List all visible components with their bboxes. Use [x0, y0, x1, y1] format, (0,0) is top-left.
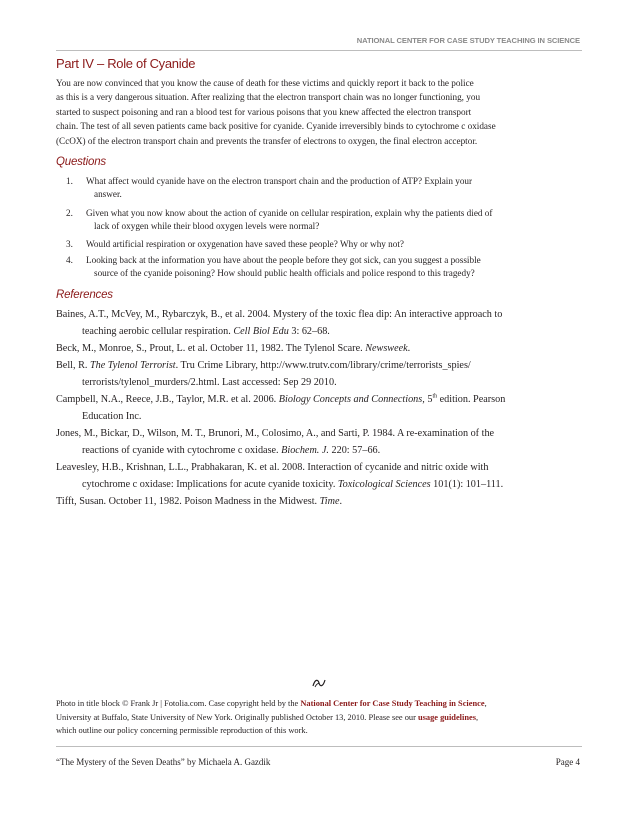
- reference-journal: Toxicological Sciences: [337, 479, 431, 490]
- usage-guidelines-link[interactable]: usage guidelines: [418, 712, 476, 722]
- question-number: 3.: [66, 239, 73, 249]
- question-text: Looking back at the information you have about the people before they got sick, can you suggest a possible: [86, 255, 481, 265]
- reference-title: The Tylenol Terrorist: [89, 360, 176, 371]
- question-text: source of the cyanide poisoning? How should public health officials and police respond to this tragedy?: [94, 267, 475, 278]
- question-number: 4.: [66, 255, 73, 265]
- intro-line: (CcOX) of the electron transport chain and prevents the transfer of electrons to oxygen, the final electron acceptor.: [56, 135, 478, 146]
- ornament-icon: [311, 677, 327, 689]
- reference-text: Leavesley, H.B., Krishnan, L.L., Prabhakaran, K. et al. 2008. Interaction of cycanide and nitric oxide with: [56, 462, 489, 473]
- reference-journal: Cell Biol Edu: [233, 326, 289, 337]
- question-item-1: [66, 175, 586, 200]
- question-number: 2.: [66, 208, 73, 218]
- question-item-2: [66, 207, 586, 232]
- running-header: NATIONAL CENTER FOR CASE STUDY TEACHING IN SCIENCE: [356, 36, 580, 45]
- reference-journal: Time: [319, 496, 340, 507]
- intro-line: chain. The test of all seven patients came back positive for cyanide. Cyanide irreversibly binds to cytochrome c oxidase: [56, 121, 496, 132]
- reference-text: Campbell, N.A., Reece, J.B., Taylor, M.R. et al. 2006. Biology Concepts and Connections, 5th edition. Pearson: [56, 393, 506, 405]
- question-number: 1.: [66, 176, 73, 186]
- reference-text: Beck, M., Monroe, S., Prout, L. et al. October 11, 1982. The Tylenol Scare. Newsweek.: [56, 343, 411, 354]
- ncsts-link[interactable]: National Center for Case Study Teaching in Science: [300, 699, 485, 708]
- reference-item: [56, 357, 588, 391]
- section-title-part-iv: Part IV – Role of Cyanide: [56, 56, 196, 71]
- reference-item: [56, 340, 588, 357]
- footer-case-title: “The Mystery of the Seven Deaths” by Michaela A. Gazdik: [56, 757, 271, 767]
- reference-item: [56, 391, 588, 425]
- question-text: Would artificial respiration or oxygenation have saved these people? Why or why not?: [86, 239, 404, 249]
- question-item-4: [66, 254, 586, 279]
- reference-journal: Newsweek: [365, 343, 408, 354]
- question-text: Given what you now know about the action of cyanide on cellular respiration, explain why the patients died of: [86, 208, 493, 218]
- page-number: Page 4: [555, 757, 580, 767]
- reference-text: Bell, R. The Tylenol Terrorist. Tru Crime Library, http://www.trutv.com/library/crime/terrorists_spies/: [56, 360, 471, 371]
- reference-text: Education Inc.: [82, 411, 142, 422]
- references-heading: References: [56, 289, 113, 301]
- reference-text: terrorists/tylenol_murders/2.html. Last accessed: Sep 29 2010.: [82, 377, 337, 388]
- intro-line: You are now convinced that you know the cause of death for these victims and quickly report it back to the police: [56, 78, 474, 88]
- intro-line: started to suspect poisoning and ran a blood test for various poisons that you knew affected the electron transport: [56, 106, 472, 117]
- reference-title: Biology Concepts and Connections,: [278, 394, 425, 405]
- question-text: answer.: [94, 188, 122, 199]
- reference-text: Tifft, Susan. October 11, 1982. Poison Madness in the Midwest. Time.: [56, 496, 343, 507]
- header-rule: [56, 50, 582, 51]
- reference-journal: Biochem. J.: [281, 445, 329, 456]
- question-item-3: [66, 238, 586, 251]
- questions-heading: Questions: [56, 156, 106, 168]
- reference-item: [56, 306, 588, 340]
- question-text: What affect would cyanide have on the electron transport chain and the production of ATP? Explain your: [86, 176, 473, 186]
- reference-text: Jones, M., Bickar, D., Wilson, M. T., Brunori, M., Colosimo, A., and Sarti, P. 1984. A re-examination of the: [56, 428, 495, 439]
- reference-text: cytochrome c oxidase: Implications for acute cyanide toxicity. Toxicological Sciences 101(1): 101–111.: [82, 479, 504, 490]
- footer-rule: [56, 746, 582, 747]
- reference-item: [56, 459, 588, 493]
- intro-paragraph: [56, 76, 586, 148]
- reference-text: reactions of cyanide with cytochrome c oxidase. Biochem. J. 220: 57–66.: [82, 445, 381, 456]
- reference-item: [56, 493, 588, 510]
- reference-item: [56, 425, 588, 459]
- copyright-note: Photo in title block © Frank Jr | Fotolia.com. Case copyright held by the National Center for Case Study Teaching in Science, University at Buffalo, State University of New York. Originally published October 13, 2010. Please see our usage guidelines, which outline our policy concerning permissible reproduction of this work.: [56, 699, 487, 736]
- intro-line: as this is a very dangerous situation. After realizing that the electron transport chain was no longer functioning, you: [56, 92, 481, 103]
- question-text: lack of oxygen while their blood oxygen levels were normal?: [94, 220, 320, 231]
- reference-text: teaching aerobic cellular respiration. Cell Biol Edu 3: 62–68.: [82, 326, 330, 337]
- reference-text: Baines, A.T., McVey, M., Rybarczyk, B., et al. 2004. Mystery of the toxic flea dip: An interactive approach to: [56, 309, 503, 320]
